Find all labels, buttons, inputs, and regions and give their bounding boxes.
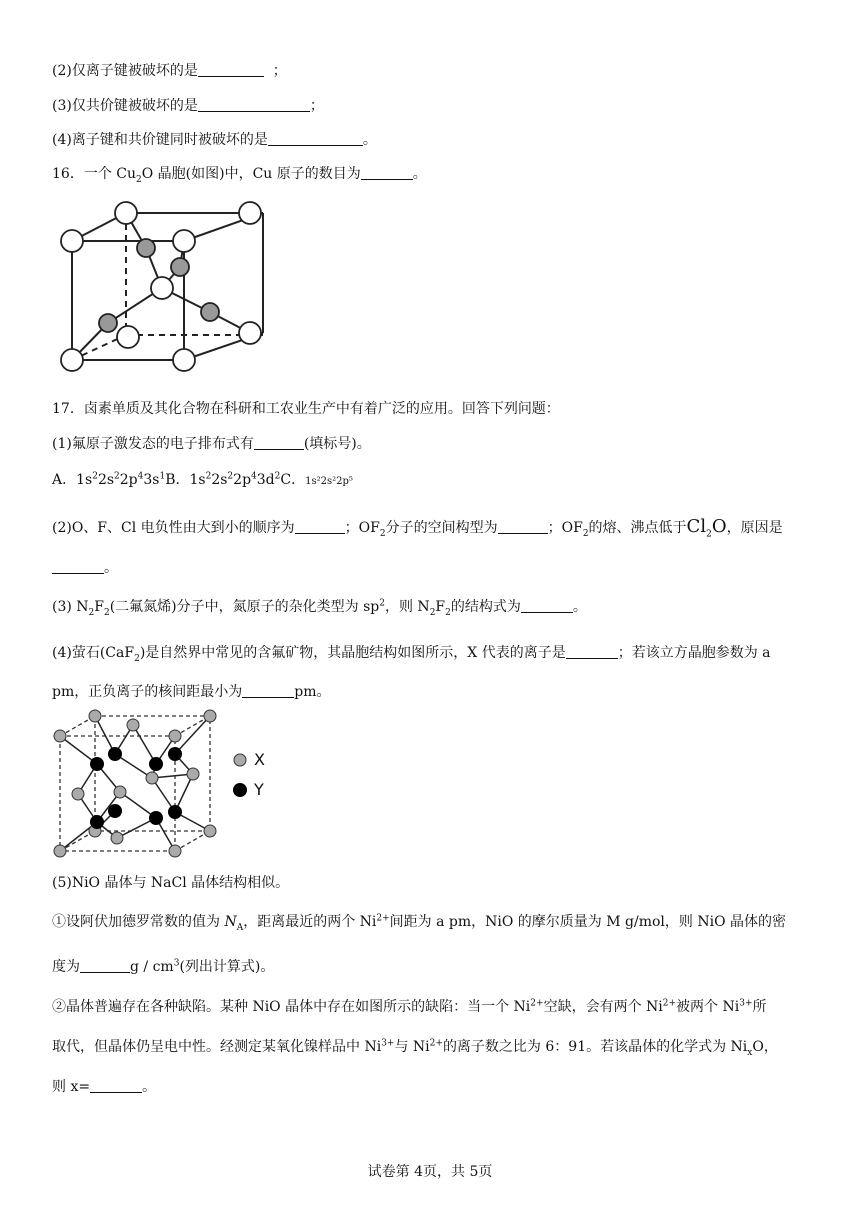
answer-blank[interactable] <box>498 519 548 534</box>
y-ion <box>168 747 182 761</box>
answer-blank[interactable] <box>90 1078 142 1093</box>
q16-question: 16．一个 $Cu_2O$ 晶胞(如图)中，Cu 原子的数目为 。 <box>52 166 427 185</box>
q17-part2: (2)O、F、Cl 电负性由大到小的顺序为 ；$OF_2$分子的空间构型为 ；$OF_2$的熔、沸点低于$Cl_2O$，原因是 <box>52 516 783 540</box>
cu-atom <box>201 303 219 321</box>
x-ion <box>169 845 181 857</box>
y-ion <box>149 811 163 825</box>
q17-part2-cont: 。 <box>52 557 118 577</box>
legend-x-marker <box>234 754 246 766</box>
q17-part5: (5)NiO 晶体与 NaCl 晶体结构相似。 <box>52 875 290 891</box>
x-ion <box>127 719 139 731</box>
x-ion <box>204 710 216 722</box>
answer-blank[interactable] <box>242 683 294 698</box>
o-atom <box>151 277 173 299</box>
y-ion <box>90 757 104 771</box>
q17-part3: (3) $N_2F_2$(二氟氮烯)分子中，氮原子的杂化类型为 $sp^2$，则 $N_2F_2$的结构式为 。 <box>52 598 587 618</box>
o-atom <box>61 349 83 371</box>
q17-part5-2: ②晶体普遍存在各种缺陷。某种 NiO 晶体中存在如图所示的缺陷：当一个 $Ni^{2+}$空缺，会有两个 $Ni^{2+}$被两个 $Ni^{3+}$所 <box>52 998 767 1015</box>
o-atom <box>173 349 195 371</box>
legend-x-label: X <box>254 750 265 769</box>
x-ion <box>146 772 158 784</box>
q17-part5-1-cont: 度为 g / $cm^3$(列出计算式)。 <box>52 958 275 975</box>
legend-y-marker <box>233 783 247 797</box>
cu2o-unit-cell-figure <box>50 195 280 380</box>
cu-atom <box>137 239 155 257</box>
y-ion <box>168 805 182 819</box>
answer-blank[interactable] <box>52 559 104 574</box>
o-atom <box>239 322 261 344</box>
answer-blank[interactable] <box>198 97 310 112</box>
answer-blank[interactable] <box>295 519 345 534</box>
q17-options: A．$1s^22s^22p^43s^1B$．$1s^22s^22p^43d^2C$．1s²2s²2p⁵ <box>52 471 353 488</box>
q17-part4: (4)萤石(CaF$_2$)是自然界中常见的含氟矿物，其晶胞结构如图所示，X 代表的离子是 ；若该立方晶胞参数为 a <box>52 645 771 664</box>
legend-y-label: Y <box>254 780 264 799</box>
cu-atom <box>99 314 117 332</box>
o-atom <box>173 230 195 252</box>
q17-part5-1: ①设阿伏加德罗常数的值为 $N_A$，距离最近的两个 $Ni^{2+}$间距为 a pm，NiO 的摩尔质量为 M g/mol，则 NiO 晶体的密 <box>52 913 787 933</box>
q17-part5-2-cont: 取代，但晶体仍呈电中性。经测定某氧化镍样品中 $Ni^{3+}$与 $Ni^{2+}$的离子数之比为 6：91。若该晶体的化学式为 $Ni_xO$， <box>52 1038 778 1058</box>
y-ion <box>149 757 163 771</box>
answer-blank[interactable] <box>268 131 363 146</box>
o-atom <box>115 202 137 224</box>
q15-part3: (3)仅共价键被破坏的是 ； <box>52 98 324 114</box>
cu-atom <box>171 258 189 276</box>
answer-blank[interactable] <box>198 62 264 77</box>
answer-blank[interactable] <box>521 598 573 613</box>
q17-intro: 17．卤素单质及其化合物在科研和工农业生产中有着广泛的应用。回答下列问题： <box>52 401 560 417</box>
o-atom <box>61 230 83 252</box>
y-ion <box>108 747 122 761</box>
page-footer: 试卷第 4页，共 5页 <box>367 1164 493 1180</box>
x-ion <box>54 730 66 742</box>
x-ion <box>169 730 181 742</box>
answer-blank[interactable] <box>361 165 413 180</box>
answer-blank[interactable] <box>254 435 304 450</box>
x-ion <box>111 832 123 844</box>
answer-blank[interactable] <box>566 644 618 659</box>
o-atom <box>239 202 261 224</box>
x-ion <box>114 786 126 798</box>
x-ion <box>187 768 199 780</box>
x-ion <box>204 825 216 837</box>
x-ion <box>72 788 84 800</box>
q15-part4: (4)离子键和共价键同时被破坏的是 。 <box>52 132 377 148</box>
q17-part5-2-end: 则 x= 。 <box>52 1079 157 1095</box>
x-ion <box>89 710 101 722</box>
o-atom <box>117 326 139 348</box>
y-ion <box>108 804 122 818</box>
q15-part2: (2)仅离子键被破坏的是 ； <box>52 63 287 79</box>
q17-part1: (1)氟原子激发态的电子排布式有 (填标号)。 <box>52 436 371 452</box>
y-ion <box>90 815 104 829</box>
x-ion <box>54 845 66 857</box>
q17-part4-cont: pm，正负离子的核间距最小为 pm。 <box>52 684 331 700</box>
answer-blank[interactable] <box>80 958 130 973</box>
